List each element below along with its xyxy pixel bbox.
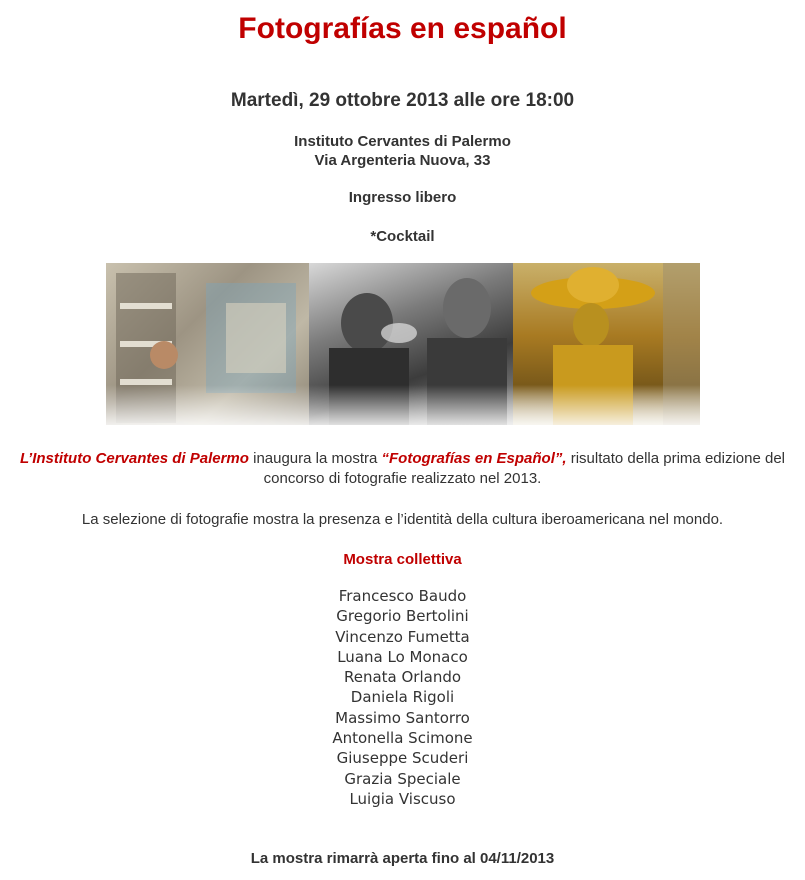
venue-name: Instituto Cervantes di Palermo [294,133,511,150]
artist-name: Massimo Santorro [335,708,470,727]
venue-address: Via Argenteria Nuova, 33 [314,152,491,169]
intro-text-2: risultato della prima edizione del concorso di fotografie realizzato nel 2013. [263,450,785,487]
artist-name: Luana Lo Monaco [337,647,468,666]
page-title: Fotografías en español [238,12,567,45]
artist-name: Gregorio Bertolini [336,607,469,626]
artist-list [0,586,805,809]
exhibition-name: “Fotografías en Español”, [381,450,567,467]
artist-name: Renata Orlando [343,668,462,687]
closing-note: La mostra rimarrà aperta fino al 04/11/2013 [250,850,555,868]
institute-name: L’Instituto Cervantes di Palermo [20,450,249,467]
photo-banner [106,263,700,425]
artist-name: Vincenzo Fumetta [335,627,470,646]
selection-paragraph: La selezione di fotografie mostra la presenza e l’identità della cultura iberoamericana nel mondo. [81,511,724,528]
photo-smoker [309,263,513,425]
entry-note: Ingresso libero [348,189,457,206]
artist-name: Grazia Speciale [344,769,461,788]
artist-name: Antonella Scimone [332,729,473,748]
intro-text-1: inaugura la mostra [248,450,382,467]
cocktail-note: *Cocktail [370,228,435,245]
collective-heading: Mostra collettiva [343,551,462,568]
photo-golden-statue [513,263,700,425]
artist-name: Francesco Baudo [338,587,467,605]
artist-name: Luigia Viscuso [349,789,456,808]
artist-name: Daniela Rigoli [350,688,455,707]
photo-child-window [106,263,309,425]
artist-name: Giuseppe Scuderi [336,749,469,768]
event-date: Martedì, 29 ottobre 2013 alle ore 18:00 [230,90,575,111]
venue-block [0,132,805,170]
intro-paragraph [0,449,805,489]
